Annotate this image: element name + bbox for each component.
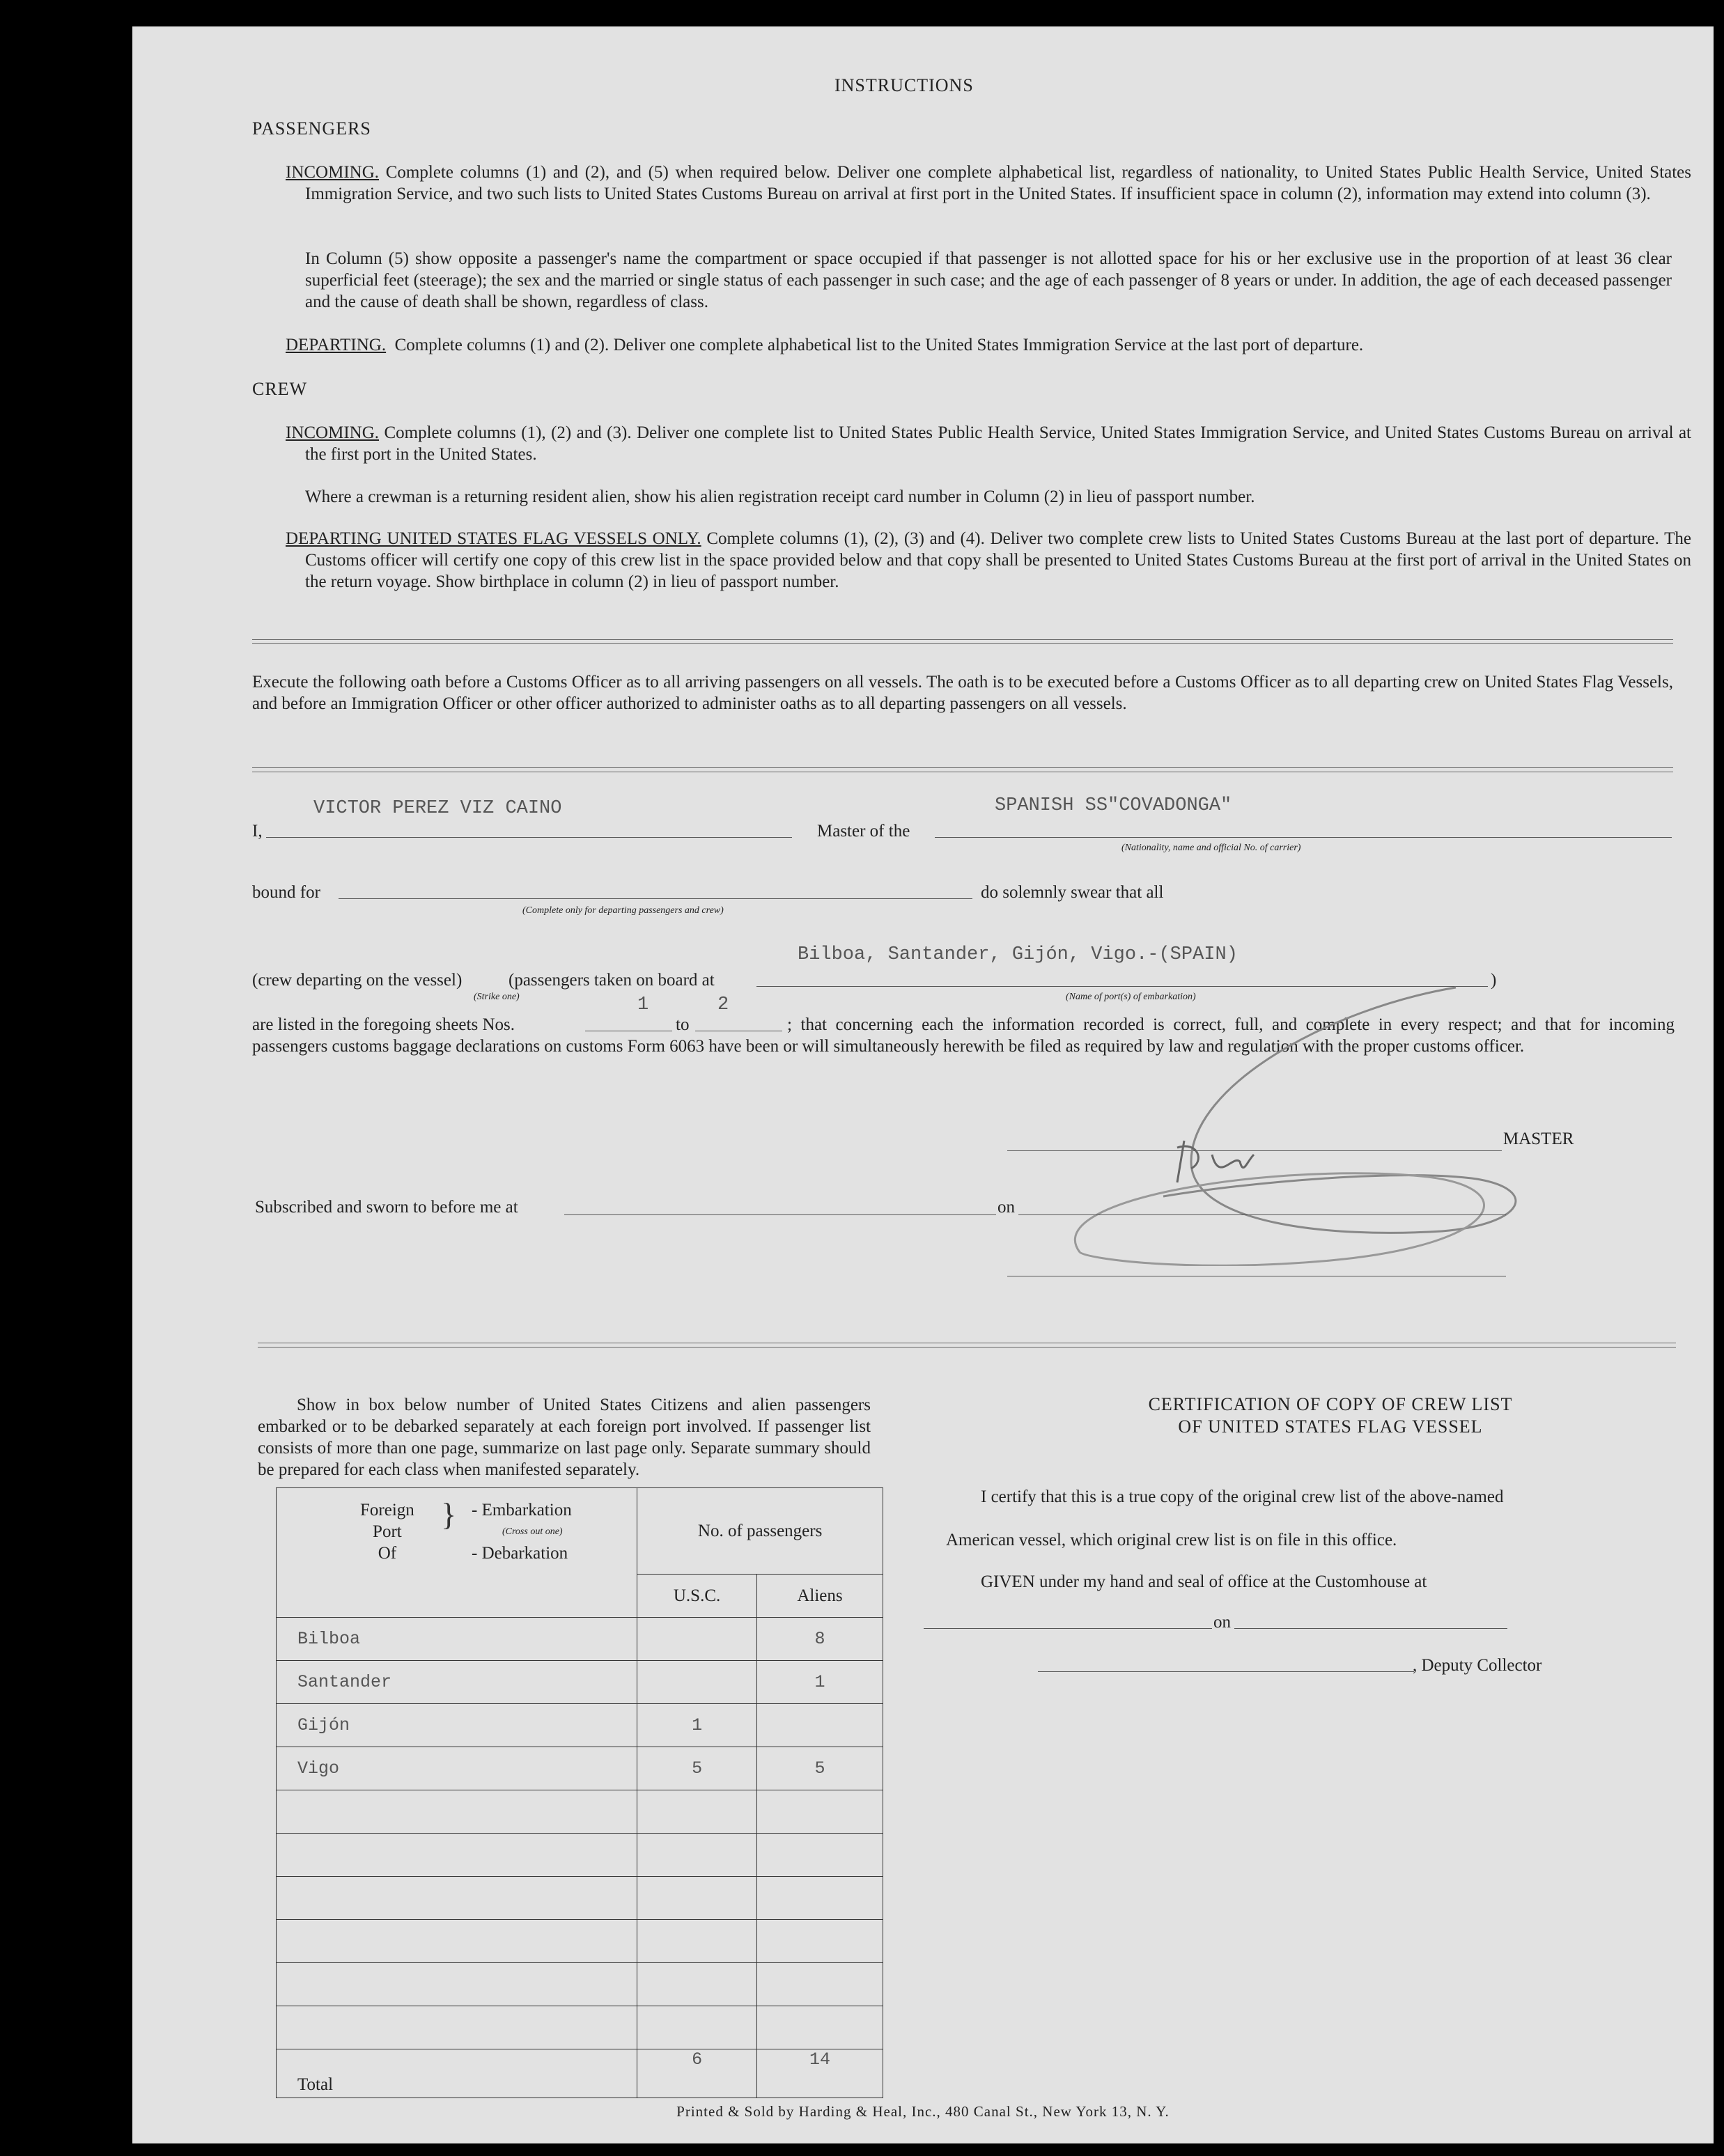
usc-cell [637,1618,757,1661]
embarkation-ports: Bilboa, Santander, Gijón, Vigo.-(SPAIN) [798,944,1238,965]
header-foreign: Foreign [360,1501,414,1520]
sworn-on-label: on [997,1198,1015,1217]
table-row [277,1920,883,1963]
total-label: Total [277,2049,637,2098]
master-of-label: Master of the [817,822,910,841]
table-row [277,1747,883,1790]
total-aliens: 14 [756,2049,883,2098]
printer-footer: Printed & Sold by Harding & Heal, Inc., 480 Canal St., New York 13, N. Y. [676,2103,1170,2120]
divider [252,767,1673,772]
aliens-cell: 5 [756,1747,883,1790]
bound-for-caption: (Complete only for departing passengers and crew) [522,905,724,916]
master-name: VICTOR PEREZ VIZ CAINO [313,798,562,819]
passengers-incoming-text: Complete columns (1) and (2), and (5) when required below. Deliver one complete alphabetical list, regardless of nationality, to United States Public Health Service, United States Immigration Service, and two such lists to United States Customs Bureau on arrival at first port in the United States. If insufficient space in column (2), information may extend into column (3). [305,163,1692,203]
crew-heading: CREW [252,379,308,399]
bound-for-line [339,898,972,899]
page-title: INSTRUCTIONS [834,75,974,95]
given-text: GIVEN under my hand and seal of office at the Customhouse at [981,1572,1427,1591]
certification-title-line1: CERTIFICATION OF COPY OF CREW LIST [1148,1394,1513,1414]
crew-crewman-paragraph: Where a crewman is a returning resident alien, show his alien registration receipt card number in Column (2) in lieu of passport number. [305,487,1255,506]
usc-cell: 5 [637,1747,757,1790]
table-row [277,2006,883,2049]
header-embarkation: - Embarkation [472,1501,572,1520]
passenger-summary-table [276,1487,883,2098]
total-row [277,2049,883,2098]
oath-instructions: Execute the following oath before a Customs Officer as to all arriving passengers on all vessels. The oath is to be executed before a Customs Officer as to all departing crew on United States Flag Vessels, and before an Immigration Officer or other officer authorized to administer oaths as to all departing passengers on all vessels. [252,673,1673,713]
passengers-incoming-label: INCOMING. [286,163,380,182]
certify-text-line1: I certify that this is a true copy of the original crew list of the above-named [981,1487,1504,1506]
table-row [277,1618,883,1661]
to-label: to [676,1015,690,1034]
port-cell: Bilboa [277,1618,637,1661]
table-row [277,1661,883,1704]
table-row [277,1790,883,1834]
header-port: Port [373,1522,402,1541]
passengers-departing-paragraph [286,334,1672,356]
usc-cell: 1 [637,1704,757,1747]
table-row [277,1877,883,1920]
passengers-departing-label: DEPARTING. [286,336,387,354]
aliens-cell: 1 [756,1661,883,1704]
crew-departing-paragraph [286,528,1691,593]
crew-departing-option: (crew departing on the vessel) [252,971,463,990]
crew-incoming-text: Complete columns (1), (2) and (3). Deliver one complete list to United States Public Health Service, United States Immigration Service, and United States Customs Bureau on arrival at the first port in the United States. [305,423,1692,464]
embark-header-labels [472,1499,572,1564]
sworn-place-line [564,1214,996,1215]
passengers-incoming-paragraph [286,162,1691,205]
port-header-labels [360,1499,414,1564]
divider [252,639,1673,644]
header-usc: U.S.C. [637,1575,757,1618]
sworn-date-line [1018,1214,1506,1215]
header-aliens: Aliens [756,1575,883,1618]
certification-date-line [1234,1628,1507,1629]
sheets-label: are listed in the foregoing sheets Nos. [252,1015,515,1034]
master-label: MASTER [1503,1130,1574,1148]
ports-caption: (Name of port(s) of embarkation) [1066,992,1196,1002]
passengers-departing-text: Complete columns (1) and (2). Deliver one complete alphabetical list to the United States Immigration Service at the last port of departure. [394,336,1364,354]
passengers-taken-option: (passengers taken on board at [508,971,715,990]
port-header-cell [277,1488,637,1618]
total-usc: 6 [637,2049,757,2098]
table-row [277,1963,883,2006]
sheet-from: 1 [637,994,649,1015]
port-cell: Vigo [277,1747,637,1790]
port-cell: Santander [277,1661,637,1704]
strike-caption: (Strike one) [474,992,520,1002]
brace-icon: } [441,1497,457,1532]
form-sheet [132,26,1714,2143]
ports-close-paren: ) [1491,971,1497,990]
usc-cell [637,1661,757,1704]
vessel-line [935,837,1672,838]
bound-for-label: bound for [252,883,320,902]
summary-instructions: Show in box below number of United States Citizens and alien passengers embarked or to be debarked separately at each foreign port involved. If passenger list consists of more than one page, summarize on last page only. Separate summary should be prepared for each class when manifested separately. [258,1396,871,1479]
sheet-to: 2 [717,994,729,1015]
aliens-cell [756,1704,883,1747]
aliens-cell: 8 [756,1618,883,1661]
sheets-text: ; that concerning each the information recorded is correct, full, and complete in every respect; and that for incoming passengers customs baggage declarations on customs Form 6063 have been or will simultaneously herewith be filed as required by law and regulation with the proper customs officer. [252,1015,1675,1056]
master-name-line [266,837,792,838]
swear-label: do solemnly swear that all [981,883,1164,902]
header-cross-out: (Cross out one) [502,1526,563,1537]
crew-departing-label: DEPARTING UNITED STATES FLAG VESSELS ONLY. [286,529,701,548]
crew-departing-text: Complete columns (1), (2), (3) and (4). Deliver two complete crew lists to United States Customs Bureau at the last port of departure. The Customs officer will certify one copy of this crew list in the space provided below and that copy shall be presented to United States Customs Bureau at the first port of arrival in the United States on the return voyage. Show birthplace in column (2) in lieu of passport number. [305,529,1691,591]
vessel-caption: (Nationality, name and official No. of carrier) [1121,843,1301,853]
crew-incoming-label: INCOMING. [286,423,380,442]
sworn-label: Subscribed and sworn to before me at [255,1198,518,1217]
certification-title-line2: OF UNITED STATES FLAG VESSEL [1178,1416,1483,1437]
certification-on-label: on [1213,1613,1231,1632]
divider [258,1343,1676,1348]
passengers-heading: PASSENGERS [252,118,371,139]
deputy-collector-label: , Deputy Collector [1413,1656,1542,1675]
customhouse-line [924,1628,1212,1629]
oath-i-label: I, [252,822,263,841]
crew-incoming-paragraph [286,422,1691,465]
passengers-column5-paragraph: In Column (5) show opposite a passenger's name the compartment or space occupied if that passenger is not allotted space for his or her exclusive use in the proportion of at least 36 clear superficial feet (steerage); the sex and the married or single status of each passenger in such case; and the age of each passenger of 8 years or under. In addition, the age of each deceased passenger and the cause of death shall be shown, regardless of class. [305,249,1672,311]
certify-text-line2: American vessel, which original crew list is on file in this office. [946,1531,1397,1549]
header-passengers: No. of passengers [637,1488,883,1575]
port-cell: Gijón [277,1704,637,1747]
header-debarkation: - Debarkation [472,1544,568,1563]
header-of: Of [378,1544,397,1563]
vessel-name: SPANISH SS"COVADONGA" [995,795,1232,816]
table-row [277,1834,883,1877]
table-row [277,1704,883,1747]
deputy-collector-line [1038,1671,1414,1672]
